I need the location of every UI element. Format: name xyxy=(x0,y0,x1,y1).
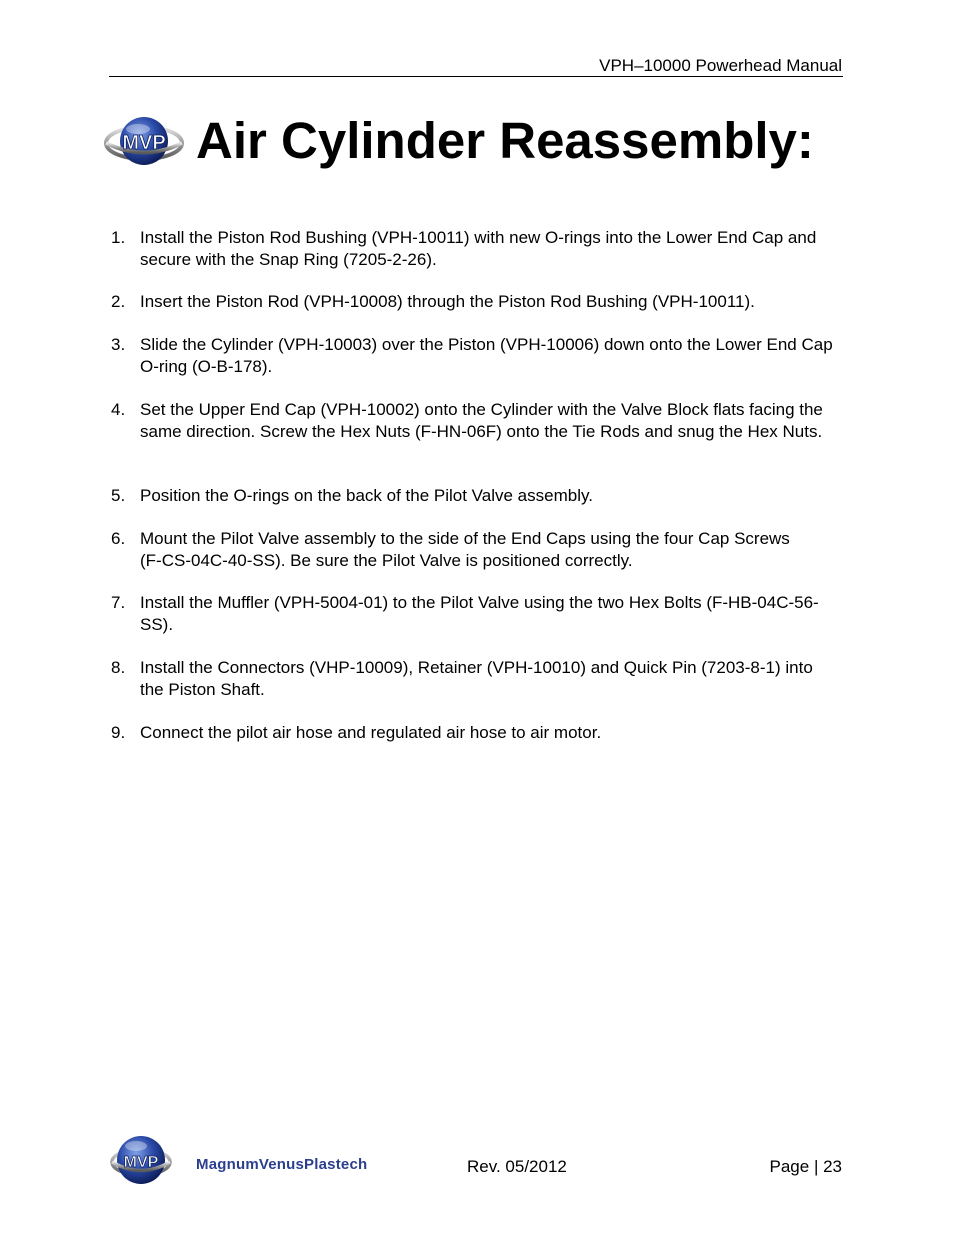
svg-text:MVP: MVP xyxy=(122,132,166,154)
step-number: 2. xyxy=(111,292,126,311)
page-title: Air Cylinder Reassembly: xyxy=(196,112,814,169)
step-number: 4. xyxy=(111,400,126,419)
step-text: Connect the pilot air hose and regulated air hose to air motor. xyxy=(140,723,602,742)
step-number: 1. xyxy=(111,228,126,247)
step-number: 3. xyxy=(111,335,126,354)
mvp-logo-icon xyxy=(110,1131,172,1189)
title-row xyxy=(104,108,814,174)
step-text: Install the Piston Rod Bushing (VPH-10011) with new O-rings into the Lower End Cap and secure with the Snap Ring (7205-2-26). xyxy=(140,228,817,269)
step-number: 6. xyxy=(111,529,126,548)
step-number: 7. xyxy=(111,593,126,612)
mvp-logo-icon xyxy=(104,112,184,170)
step-text: Set the Upper End Cap (VPH-10002) onto the Cylinder with the Valve Block flats facing the same direction. Screw the Hex Nuts (F-HN-06F) onto the Tie Rods and snug the Hex Nuts. xyxy=(140,400,823,441)
step-number: 5. xyxy=(111,486,126,505)
revision-date: Rev. 05/2012 xyxy=(467,1157,567,1176)
header-divider xyxy=(109,76,843,77)
step-text: Position the O-rings on the back of the Pilot Valve assembly. xyxy=(140,486,593,505)
step-text: Install the Connectors (VHP-10009), Retainer (VPH-10010) and Quick Pin (7203-8-1) into the Piston Shaft. xyxy=(140,658,813,699)
manual-title: VPH–10000 Powerhead Manual xyxy=(599,56,842,75)
brand-name: MagnumVenusPlastech xyxy=(196,1156,368,1173)
step-number: 8. xyxy=(111,658,126,677)
step-number: 9. xyxy=(111,723,126,742)
page-number: Page | 23 xyxy=(769,1157,842,1176)
step-text: Install the Muffler (VPH-5004-01) to the Pilot Valve using the two Hex Bolts (F-HB-04C-56-SS). xyxy=(140,593,819,634)
step-text: Slide the Cylinder (VPH-10003) over the Piston (VPH-10006) down onto the Lower End Cap O-ring (O-B-178). xyxy=(140,335,833,376)
step-text: Insert the Piston Rod (VPH-10008) through the Piston Rod Bushing (VPH-10011). xyxy=(140,292,755,311)
svg-text:MVP: MVP xyxy=(123,1154,159,1171)
step-text: Mount the Pilot Valve assembly to the side of the End Caps using the four Cap Screws (F-CS-04C-40-SS). Be sure the Pilot Valve is positioned correctly. xyxy=(140,529,790,570)
